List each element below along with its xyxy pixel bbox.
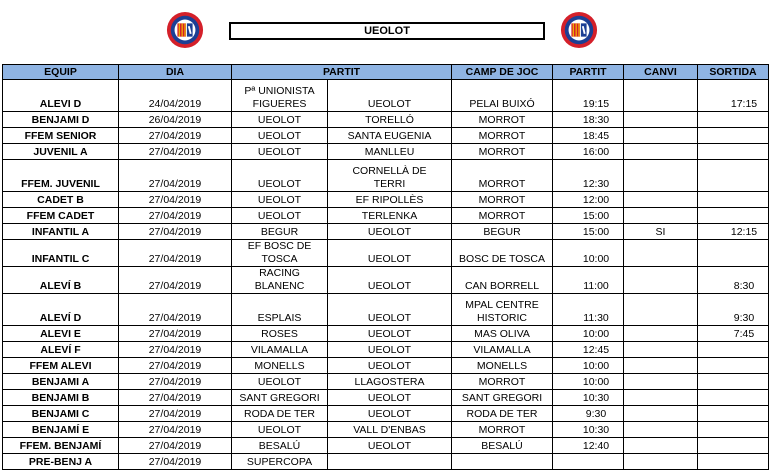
club-crest-icon (560, 11, 598, 49)
change-cell (624, 80, 698, 112)
change-cell (624, 208, 698, 224)
field-cell (452, 267, 553, 294)
col-equip: EQUIP (3, 65, 119, 80)
away-team-cell-line: UEOLOT (367, 328, 412, 340)
change-cell (624, 160, 698, 192)
field-cell (452, 160, 553, 192)
away-team-cell (328, 454, 452, 470)
away-team-cell (328, 294, 452, 326)
away-team-cell (328, 438, 452, 454)
table-row (3, 128, 769, 144)
home-team-cell (232, 406, 328, 422)
change-cell (624, 112, 698, 128)
table-row (3, 358, 769, 374)
away-team-cell-line: LLAGOSTERA (354, 376, 425, 388)
match-time-cell: 10:30 (553, 422, 624, 438)
team-cell: FFEM. JUVENIL (3, 160, 119, 192)
home-team-cell-line: RODA DE TER (244, 408, 315, 420)
match-time-cell (553, 454, 624, 470)
match-time-cell: 15:00 (553, 224, 624, 240)
date-cell: 27/04/2019 (119, 326, 232, 342)
home-team-cell-line: UEOLOT (257, 194, 302, 206)
away-team-cell-line: UEOLOT (367, 253, 412, 265)
team-cell: FFEM ALEVI (3, 358, 119, 374)
away-team-cell (328, 144, 452, 160)
away-team-cell (328, 208, 452, 224)
match-time-cell: 10:00 (553, 240, 624, 267)
departure-cell: 17:15 (698, 80, 769, 112)
team-cell: BENJAMÍ E (3, 422, 119, 438)
club-crest-icon (166, 11, 204, 49)
field-cell-line: MAS OLIVA (474, 328, 530, 340)
field-cell-line: CAN BORRELL (464, 280, 540, 292)
change-cell (624, 240, 698, 267)
table-row (3, 208, 769, 224)
home-team-cell (232, 390, 328, 406)
match-time-cell: 12:00 (553, 192, 624, 208)
home-team-cell-line: BESALÚ (258, 440, 301, 452)
field-cell-line: MORROT (478, 194, 526, 206)
field-cell-line: MORROT (478, 210, 526, 222)
date-cell: 27/04/2019 (119, 374, 232, 390)
departure-cell (698, 112, 769, 128)
field-cell (452, 342, 553, 358)
match-time-cell: 15:00 (553, 208, 624, 224)
away-team-cell (328, 112, 452, 128)
away-team-cell-line: UEOLOT (367, 360, 412, 372)
team-cell: ALEVI E (3, 326, 119, 342)
change-cell (624, 267, 698, 294)
departure-cell (698, 240, 769, 267)
field-cell-line: BESALÚ (481, 440, 523, 452)
match-time-cell: 18:30 (553, 112, 624, 128)
table-row (3, 454, 769, 470)
match-time-cell: 10:00 (553, 326, 624, 342)
away-team-cell (328, 80, 452, 112)
home-team-cell-line: FIGUERES (252, 98, 307, 110)
away-team-cell (328, 240, 452, 267)
home-team-cell (232, 422, 328, 438)
table-row (3, 112, 769, 128)
field-cell-line: SANT GREGORI (461, 392, 543, 404)
date-cell: 27/04/2019 (119, 128, 232, 144)
home-team-cell (232, 326, 328, 342)
home-team-cell-line: Pª UNIONISTA (244, 85, 315, 97)
home-team-cell-line: VILAMALLA (250, 344, 309, 356)
table-row (3, 80, 769, 112)
match-time-cell: 16:00 (553, 144, 624, 160)
col-canvi: CANVI (624, 65, 698, 80)
change-cell: SI (624, 224, 698, 240)
away-team-cell-line: UEOLOT (367, 312, 412, 324)
page-title: UEOLOT (229, 22, 545, 40)
col-hora: PARTIT (553, 65, 624, 80)
away-team-cell-line: UEOLOT (367, 440, 412, 452)
departure-cell (698, 192, 769, 208)
away-team-cell (328, 422, 452, 438)
date-cell: 27/04/2019 (119, 294, 232, 326)
field-cell (452, 80, 553, 112)
departure-cell (698, 144, 769, 160)
away-team-cell-line: MANLLEU (364, 146, 415, 158)
home-team-cell (232, 267, 328, 294)
match-time-cell: 10:00 (553, 358, 624, 374)
away-team-cell-line: VALL D'ENBAS (353, 424, 426, 436)
home-team-cell (232, 208, 328, 224)
departure-cell (698, 438, 769, 454)
away-team-cell-line: UEOLOT (367, 280, 412, 292)
away-team-cell-line: UEOLOT (367, 392, 412, 404)
away-team-cell (328, 406, 452, 422)
field-cell-line: PELAI BUIXÓ (469, 98, 535, 110)
change-cell (624, 192, 698, 208)
change-cell (624, 128, 698, 144)
team-cell: ALEVÍ D (3, 294, 119, 326)
col-camp: CAMP DE JOC (452, 65, 553, 80)
change-cell (624, 342, 698, 358)
date-cell: 27/04/2019 (119, 438, 232, 454)
match-time-cell: 12:45 (553, 342, 624, 358)
change-cell (624, 454, 698, 470)
away-team-cell-line: UEOLOT (367, 98, 412, 110)
field-cell (452, 326, 553, 342)
departure-cell (698, 160, 769, 192)
team-cell: FFEM SENIOR (3, 128, 119, 144)
away-team-cell (328, 160, 452, 192)
team-cell: BENJAMI C (3, 406, 119, 422)
date-cell: 27/04/2019 (119, 192, 232, 208)
date-cell: 24/04/2019 (119, 80, 232, 112)
team-cell: CADET B (3, 192, 119, 208)
col-partit: PARTIT (232, 65, 452, 80)
table-row (3, 144, 769, 160)
field-cell (452, 128, 553, 144)
field-cell (452, 294, 553, 326)
home-team-cell (232, 240, 328, 267)
away-team-cell (328, 128, 452, 144)
field-cell-line: MORROT (478, 376, 526, 388)
field-cell-line: MORROT (478, 178, 526, 190)
home-team-cell (232, 192, 328, 208)
table-row (3, 422, 769, 438)
team-cell: FFEM. BENJAMÍ (3, 438, 119, 454)
away-team-cell-line: TORELLÓ (365, 114, 414, 126)
change-cell (624, 374, 698, 390)
departure-cell: 9:30 (698, 294, 769, 326)
change-cell (624, 390, 698, 406)
away-team-cell-line: UEOLOT (367, 408, 412, 420)
table-row (3, 406, 769, 422)
away-team-cell (328, 192, 452, 208)
date-cell: 27/04/2019 (119, 454, 232, 470)
away-team-cell-line: CORNELLÀ DE (352, 165, 427, 177)
change-cell (624, 358, 698, 374)
field-cell-line: RODA DE TER (466, 408, 538, 420)
col-dia: DIA (119, 65, 232, 80)
field-cell (452, 390, 553, 406)
away-team-cell-line: SANTA EUGENIA (347, 130, 432, 142)
match-time-cell: 11:00 (553, 267, 624, 294)
date-cell: 27/04/2019 (119, 406, 232, 422)
table-row (3, 160, 769, 192)
departure-cell (698, 342, 769, 358)
home-team-cell-line: RACING BLANENC (254, 267, 305, 292)
home-team-cell (232, 128, 328, 144)
field-cell (452, 208, 553, 224)
home-team-cell (232, 160, 328, 192)
schedule-table (2, 64, 769, 470)
field-cell-line: BOSC DE TOSCA (459, 253, 545, 265)
home-team-cell (232, 358, 328, 374)
away-team-cell (328, 390, 452, 406)
field-cell (452, 422, 553, 438)
match-time-cell: 18:45 (553, 128, 624, 144)
field-cell-line: MORROT (478, 146, 526, 158)
away-team-cell-line: TERLENKA (361, 210, 418, 222)
date-cell: 27/04/2019 (119, 422, 232, 438)
team-cell: ALEVI D (3, 80, 119, 112)
table-row (3, 326, 769, 342)
departure-cell: 7:45 (698, 326, 769, 342)
team-cell: BENJAMI D (3, 112, 119, 128)
table-row (3, 192, 769, 208)
home-team-cell-line: ESPLAIS (257, 312, 302, 324)
field-cell (452, 454, 553, 470)
field-cell (452, 224, 553, 240)
field-cell (452, 358, 553, 374)
table-row (3, 438, 769, 454)
field-cell-line: MORROT (478, 114, 526, 126)
departure-cell (698, 358, 769, 374)
team-cell: BENJAMI B (3, 390, 119, 406)
field-cell-line: VILAMALLA (473, 344, 531, 356)
away-team-cell (328, 326, 452, 342)
home-team-cell-line: UEOLOT (257, 130, 302, 142)
home-team-cell (232, 224, 328, 240)
home-team-cell-line: SUPERCOPA (246, 456, 313, 468)
home-team-cell (232, 112, 328, 128)
field-cell (452, 144, 553, 160)
away-team-cell-line: EF RIPOLLÈS (355, 194, 424, 206)
departure-cell: 12:15 (698, 224, 769, 240)
match-time-cell: 19:15 (553, 80, 624, 112)
field-cell (452, 438, 553, 454)
table-header-row (3, 65, 769, 80)
field-cell-line: HISTORIC (477, 312, 527, 324)
change-cell (624, 144, 698, 160)
match-time-cell: 11:30 (553, 294, 624, 326)
home-team-cell (232, 342, 328, 358)
date-cell: 27/04/2019 (119, 224, 232, 240)
match-time-cell: 10:00 (553, 374, 624, 390)
departure-cell (698, 128, 769, 144)
team-cell: ALEVÍ B (3, 267, 119, 294)
field-cell-line: MORROT (478, 424, 526, 436)
match-time-cell: 10:30 (553, 390, 624, 406)
change-cell (624, 326, 698, 342)
departure-cell (698, 208, 769, 224)
away-team-cell (328, 267, 452, 294)
home-team-cell (232, 454, 328, 470)
away-team-cell (328, 374, 452, 390)
home-team-cell (232, 374, 328, 390)
date-cell: 27/04/2019 (119, 144, 232, 160)
field-cell (452, 192, 553, 208)
home-team-cell (232, 80, 328, 112)
table-row (3, 294, 769, 326)
home-team-cell-line: UEOLOT (257, 376, 302, 388)
home-team-cell-line: UEOLOT (257, 424, 302, 436)
field-cell-line: MONELLS (476, 360, 528, 372)
date-cell: 27/04/2019 (119, 342, 232, 358)
change-cell (624, 406, 698, 422)
date-cell: 27/04/2019 (119, 240, 232, 267)
departure-cell (698, 406, 769, 422)
match-time-cell: 9:30 (553, 406, 624, 422)
team-cell: INFANTIL A (3, 224, 119, 240)
team-cell: PRE-BENJ A (3, 454, 119, 470)
team-cell: BENJAMI A (3, 374, 119, 390)
home-team-cell-line: SANT GREGORI (239, 392, 320, 404)
team-cell: FFEM CADET (3, 208, 119, 224)
team-cell: JUVENIL A (3, 144, 119, 160)
departure-cell (698, 422, 769, 438)
col-sortida: SORTIDA (698, 65, 769, 80)
home-team-cell (232, 144, 328, 160)
home-team-cell (232, 438, 328, 454)
home-team-cell-line: UEOLOT (257, 114, 302, 126)
home-team-cell-line: ROSES (261, 328, 298, 340)
away-team-cell-line: UEOLOT (367, 344, 412, 356)
away-team-cell (328, 224, 452, 240)
date-cell: 27/04/2019 (119, 160, 232, 192)
date-cell: 26/04/2019 (119, 112, 232, 128)
change-cell (624, 294, 698, 326)
change-cell (624, 438, 698, 454)
home-team-cell (232, 294, 328, 326)
date-cell: 27/04/2019 (119, 208, 232, 224)
field-cell (452, 374, 553, 390)
table-row (3, 342, 769, 358)
away-team-cell-line: TERRI (373, 178, 406, 190)
away-team-cell-line: UEOLOT (367, 226, 412, 238)
home-team-cell-line: UEOLOT (257, 210, 302, 222)
table-row (3, 390, 769, 406)
field-cell (452, 240, 553, 267)
home-team-cell-line: MONELLS (254, 360, 305, 372)
change-cell (624, 422, 698, 438)
departure-cell (698, 390, 769, 406)
table-row (3, 374, 769, 390)
team-cell: ALEVÍ F (3, 342, 119, 358)
table-row (3, 267, 769, 294)
departure-cell: 8:30 (698, 267, 769, 294)
away-team-cell (328, 342, 452, 358)
table-row (3, 240, 769, 267)
away-team-cell (328, 358, 452, 374)
departure-cell (698, 454, 769, 470)
departure-cell (698, 374, 769, 390)
field-cell-line: MPAL CENTRE (465, 299, 539, 311)
field-cell (452, 406, 553, 422)
team-cell: INFANTIL C (3, 240, 119, 267)
table-body (3, 80, 769, 470)
field-cell (452, 112, 553, 128)
match-time-cell: 12:40 (553, 438, 624, 454)
home-team-cell-line: EF BOSC DE TOSCA (247, 240, 312, 265)
date-cell: 27/04/2019 (119, 358, 232, 374)
date-cell: 27/04/2019 (119, 390, 232, 406)
home-team-cell-line: BEGUR (260, 226, 299, 238)
field-cell-line: BEGUR (483, 226, 521, 238)
date-cell: 27/04/2019 (119, 267, 232, 294)
table-row (3, 224, 769, 240)
field-cell-line: MORROT (478, 130, 526, 142)
home-team-cell-line: UEOLOT (257, 178, 302, 190)
home-team-cell-line: UEOLOT (257, 146, 302, 158)
match-time-cell: 12:30 (553, 160, 624, 192)
